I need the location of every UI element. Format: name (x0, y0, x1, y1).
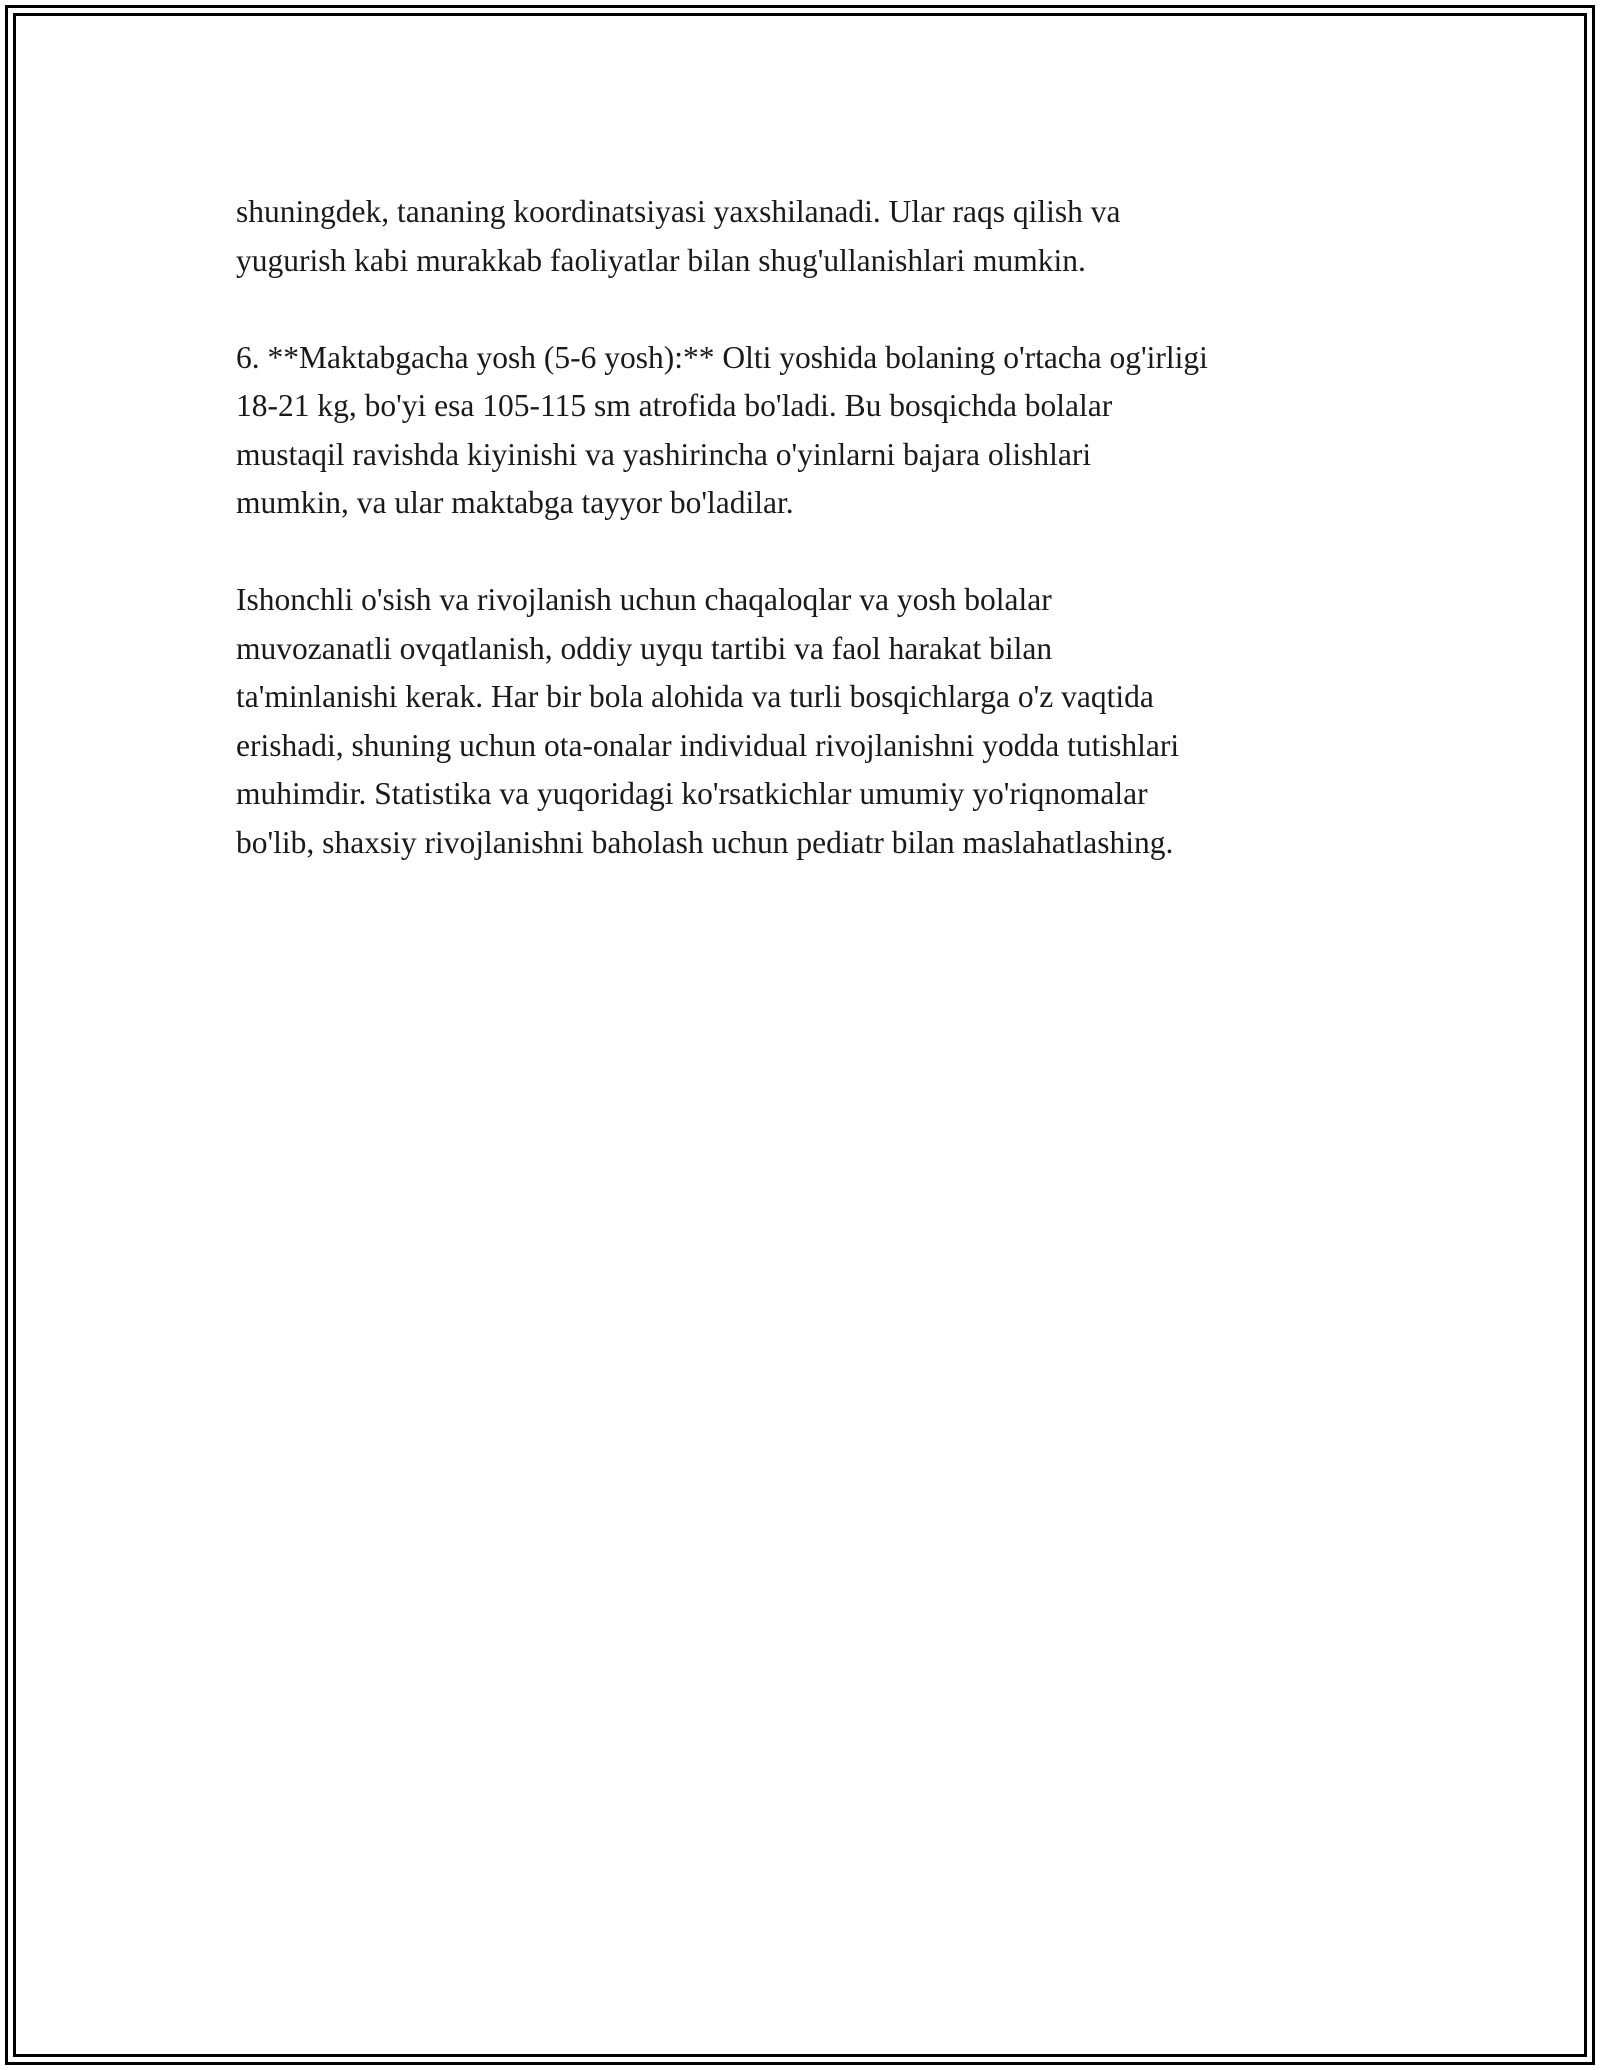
paragraph-continuation (236, 188, 1376, 285)
text-line: mumkin, va ular maktabga tayyor bo'ladilar. (236, 485, 794, 520)
text-line: muvozanatli ovqatlanish, oddiy uyqu tartibi va faol harakat bilan (236, 630, 1053, 666)
paragraph-preschool-age (236, 334, 1376, 528)
text-line: shuningdek, tananing koordinatsiyasi yaxshilanadi. Ular raqs qilish va (236, 194, 1121, 229)
text-line: 18-21 kg, bo'yi esa 105-115 sm atrofida bo'ladi. Bu bosqichda bolalar (236, 388, 1113, 423)
text-line: bo'lib, shaxsiy rivojlanishni baholash uchun pediatr bilan maslahatlashing. (236, 824, 1174, 860)
text-line: mustaqil ravishda kiyinishi va yashirincha o'yinlarni bajara olishlari (236, 436, 1092, 472)
text-line: erishadi, shuning uchun ota-onalar individual rivojlanishni yodda tutishlari (236, 727, 1180, 763)
document-body (236, 188, 1376, 916)
text-line: 6. **Maktabgacha yosh (5-6 yosh):** Olti yoshida bolaning o'rtacha og'irligi (236, 339, 1208, 375)
paragraph-conclusion (236, 576, 1376, 867)
text-line: yugurish kabi murakkab faoliyatlar bilan shug'ullanishlari mumkin. (236, 242, 1086, 278)
text-line: Ishonchli o'sish va rivojlanish uchun chaqaloqlar va yosh bolalar (236, 582, 1052, 617)
text-line: ta'minlanishi kerak. Har bir bola alohida va turli bosqichlarga o'z vaqtida (236, 679, 1154, 714)
text-line: muhimdir. Statistika va yuqoridagi ko'rsatkichlar umumiy yo'riqnomalar (236, 776, 1148, 811)
